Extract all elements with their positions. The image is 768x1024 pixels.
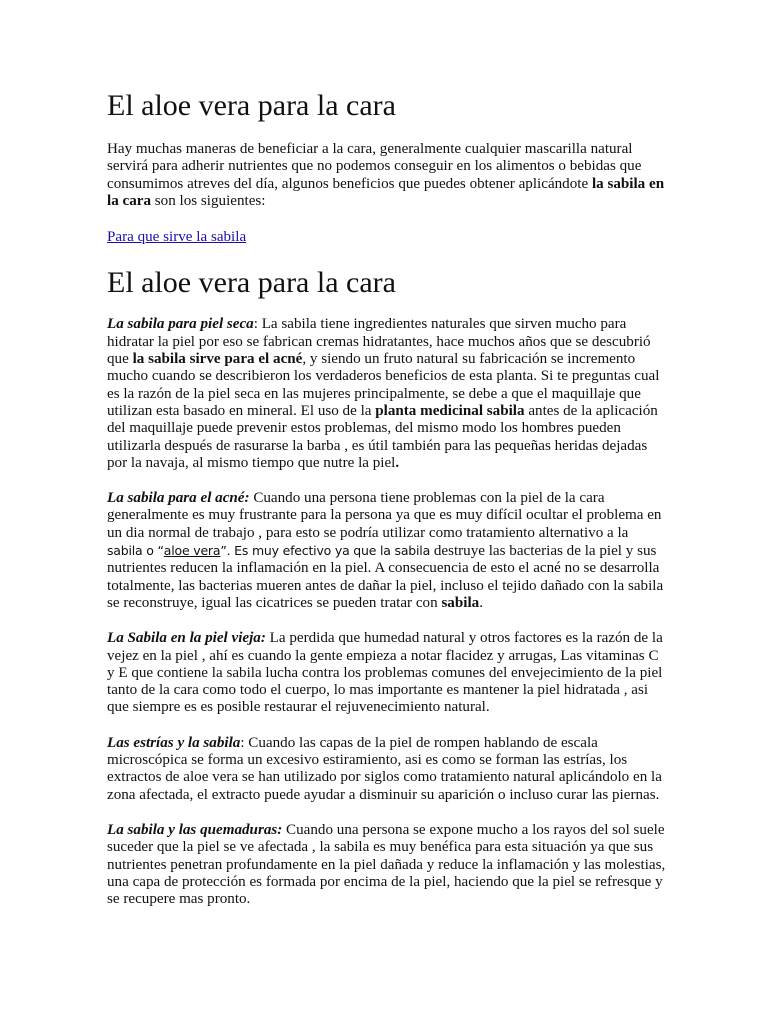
text-piel-vieja-1: La perdida que humedad natural y otros factores es la razón de la vejez en la piel , ahí es cuando la gente empieza a notar flacidez y arrugas, Las vitaminas C y E que contiene la sabila lucha contra los problemas comunes del envejecimiento de la piel tanto de la cara como todo el cuerpo, lo mas importante es mantener la piel hidratada , asi que siempre es es posible restaurar el rejuvenecimiento natural. — [107, 630, 663, 716]
document-page — [107, 88, 667, 926]
text-quemaduras-1: Cuando una persona se expone mucho a los rayos del sol suele suceder que la piel se ve afectada , la sabila es muy benéfica para esta situación ya que sus nutrientes penetran profundamente en la piel dañada y reduce la inflamación y las molestias, una capa de protección es formada por encima de la piel, haciendo que la piel se refresque y se recupere mas pronto. — [107, 821, 666, 908]
text-estrias-1: : Cuando las capas de la piel de rompen hablando de escala microscópica se forma un excesivo estiramiento, asi es como se forman las estrías, los extractos de aloe vera se han utilizado por siglos como tratamiento natural aplicándolo en la zona afectada, el extracto puede ayudar a disminuir su aparición o incluso curar las piernas. — [107, 734, 662, 803]
heading-estrias: Las estrías y la sabila — [107, 734, 241, 751]
paragraph-piel-vieja — [107, 630, 667, 716]
text-acne-2: destruye las bacterias de la piel y sus nutrientes reducen la inflamación en la piel. A consecuencia de esto el acné no se desarrolla totalmente, las bacterias mueren antes de dañar la piel, incluso el tejido dañado con la sabila se reconstruye, igual las cicatrices se pueden tratar con — [107, 543, 664, 611]
sans-text-acne-2: ”. Es muy efectivo ya que la sabila — [220, 543, 431, 559]
bold-piel-seca-3: . — [395, 454, 400, 471]
aloe-vera-link[interactable]: aloe vera — [163, 543, 221, 559]
heading-quemaduras: La sabila y las quemaduras: — [107, 821, 283, 838]
heading-piel-seca: La sabila para piel seca — [107, 316, 254, 333]
text-piel-seca-3: antes de la aplicación del maquillaje puede prevenir estos problemas, del mismo modo los hombres pueden utilizarla después de rasurarse la barba , es útil también para las pequeñas heridas dejadas por la navaja, al mismo tiempo que nutre la piel — [107, 402, 658, 471]
intro-text-1: Hay muchas maneras de beneficiar a la cara, generalmente cualquier mascarilla natural servirá para adherir nutrientes que no podemos conseguir en los alimentos o bebidas que consumimos atreves del día, algunos beneficios que puedes obtener aplicándote — [107, 141, 642, 192]
sep-piel-seca: : — [253, 316, 262, 333]
intro-paragraph — [107, 141, 667, 210]
text-acne-3: . — [479, 594, 483, 611]
section-title: El aloe vera para la cara — [107, 266, 396, 300]
sans-run-acne — [107, 543, 430, 558]
paragraph-acne — [107, 490, 667, 612]
paragraph-piel-seca — [107, 316, 667, 472]
text-piel-seca-1: La sabila tiene ingredientes naturales que sirven mucho para hidratar la piel por eso se fabrican cremas hidratantes, hace muchos años que se descubrió que — [107, 316, 651, 368]
text-piel-seca-2: , y siendo un fruto natural su fabricación se incremento mucho cuando se describieron los verdaderos beneficios de esta planta. Si te preguntas cual es la razón de la piel seca en las mujeres principalmente, se debe a que el maquillaje que utilizan esta basado en mineral. El uso de la — [107, 351, 660, 419]
sans-text-acne-1: sabila o “ — [107, 543, 164, 559]
bold-piel-seca-1: la sabila sirve para el acné — [132, 351, 303, 368]
heading-acne: La sabila para el acné: — [107, 490, 250, 507]
page-title: El aloe vera para la cara — [107, 89, 396, 122]
intro-text-2: son los siguientes: — [151, 192, 266, 209]
bold-piel-seca-2: planta medicinal sabila — [375, 402, 525, 419]
intro-bold-1: la sabila en la cara — [107, 175, 665, 209]
paragraph-quemaduras — [107, 822, 667, 908]
heading-piel-vieja: La Sabila en la piel vieja: — [107, 630, 266, 647]
bold-acne-1: sabila — [441, 594, 480, 611]
text-acne-1: Cuando una persona tiene problemas con la piel de la cara generalmente es muy frustrante para la persona ya que es muy difícil ocultar el problema en un dia normal de trabajo , para esto se podría utilizar como tratamiento alternativo a la — [107, 490, 662, 541]
related-link-paragraph — [107, 229, 667, 246]
related-link[interactable]: Para que sirve la sabila — [107, 229, 247, 246]
paragraph-estrias — [107, 735, 667, 804]
